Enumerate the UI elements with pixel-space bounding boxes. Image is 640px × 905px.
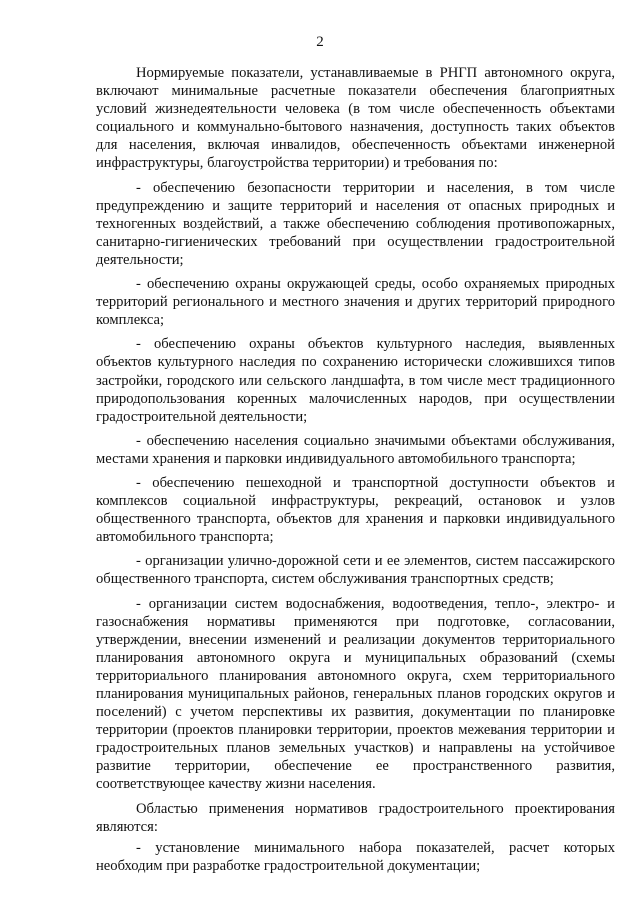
page-number: 2 [316, 34, 324, 50]
document-body [96, 64, 615, 881]
paragraph-item-safety: - обеспечению безопасности территории и населения, в том числе предупреждению и защите территорий и населения от опасных природных и техногенных воздействий, а также обеспечению соблюдения противопожарных, санитарно-гигиенических требований при осуществлении градостроительной деятельности; [96, 179, 615, 268]
paragraph-intro: Нормируемые показатели, устанавливаемые в РНГП автономного округа, включают минимальные расчетные показатели обеспечения благоприятных условий жизнедеятельности человека (в том числе обеспеченность объектами социального и коммунально-бытового назначения, доступность таких объектов для населения, включая инвалидов, обеспеченность объектами инженерной инфраструктуры, благоустройства территории) и требования по: [96, 65, 615, 172]
paragraph-scope-heading: Областью применения нормативов градостроительного проектирования являются: [96, 800, 615, 835]
paragraph-item-social-objects: - обеспечению населения социально значимыми объектами обслуживания, местами хранения и парковки индивидуального автомобильного транспорта; [96, 432, 615, 467]
paragraph-item-utilities: - организации систем водоснабжения, водоотведения, тепло-, электро- и газоснабжения нормативы применяются при подготовке, согласовании, утверждении, внесении изменений и реализации документов территориального планирования автономного округа и муниципальных образований (схемы территориального планирования автономного округа, схем территориального планирования муниципальных районов, генеральных планов городских округов и поселений) с учетом перспективы их развития, документации по планировке территории (проектов планировки территории, проектов межевания территории и градостроительных планов земельных участков) и направлены на устойчивое развитие территории, обеспечение ее пространственного развития, соответствующее качеству жизни населения. [96, 595, 615, 793]
paragraph-scope-item-indicators: - установление минимального набора показателей, расчет которых необходим при разработке градостроительной документации; [96, 839, 615, 874]
paragraph-item-accessibility: - обеспечению пешеходной и транспортной доступности объектов и комплексов социальной инфраструктуры, рекреаций, остановок и узлов общественного транспорта, объектов для хранения и парковки индивидуального автомобильного транспорта; [96, 474, 615, 546]
paragraph-item-environment: - обеспечению охраны окружающей среды, особо охраняемых природных территорий регионального и местного значения и других территорий природного комплекса; [96, 276, 615, 329]
paragraph-item-cultural-heritage: - обеспечению охраны объектов культурного наследия, выявленных объектов культурного наследия по сохранению исторически сложившихся типов застройки, городского или сельского ландшафта, в том числе мест традиционного природопользования коренных малочисленных народов, при осуществлении градостроительной деятельности; [96, 336, 615, 425]
paragraph-item-road-network: - организации улично-дорожной сети и ее элементов, систем пассажирского общественного транспорта, систем обслуживания транспортных средств; [96, 553, 615, 588]
